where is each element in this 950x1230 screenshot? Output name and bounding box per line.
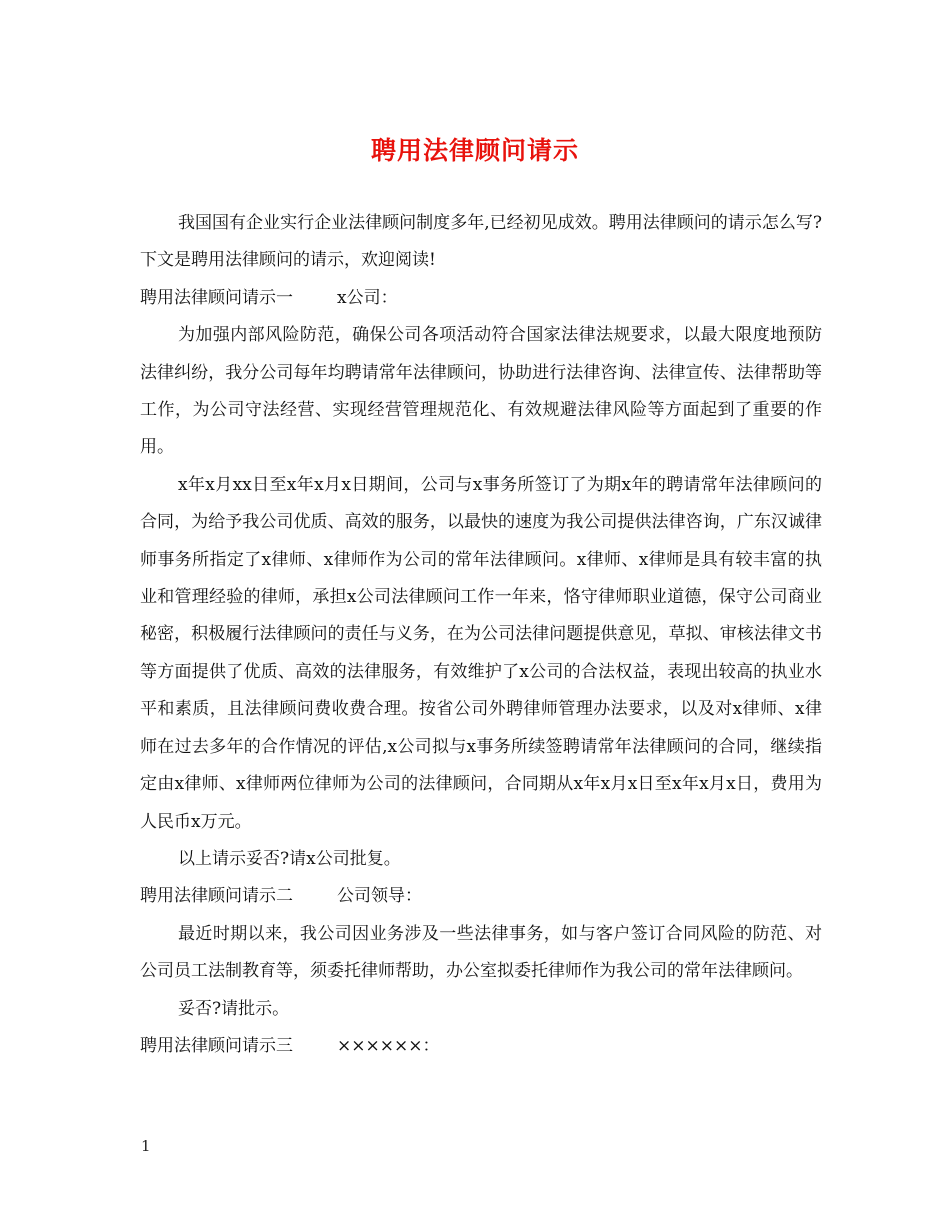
document-body [140,205,822,1065]
section-1-paragraph: x年x月xx日至x年x月x日期间，公司与x事务所签订了为期x年的聘请常年法律顾问的合同，为给予我公司优质、高效的服务，以最快的速度为我公司提供法律咨询，广东汉诚律师事务所指定了x律师、x律师作为公司的常年法律顾问。x律师、x律师是具有较丰富的执业和管理经验的律师，承担x公司法律顾问工作一年来，恪守律师职业道德，保守公司商业秘密，积极履行法律顾问的责任与义务，在为公司法律问题提供意见，草拟、审核法律文书等方面提供了优质、高效的法律服务，有效维护了x公司的合法权益，表现出较高的执业水平和素质，且法律顾问费收费合理。按省公司外聘律师管理办法要求，以及对x律师、x律师在过去多年的合作情况的评估,x公司拟与x事务所续签聘请常年法律顾问的合同，继续指定由x律师、x律师两位律师为公司的法律顾问，合同期从x年x月x日至x年x月x日，费用为人民币x万元。 [140,474,822,832]
document-title: 聘用法律顾问请示 [370,136,579,165]
section-2-heading-line [140,878,822,915]
section-1-addressee: x公司： [337,287,398,308]
section-3-addressee: ××××××： [337,1035,440,1056]
intro-paragraph: 我国国有企业实行企业法律顾问制度多年,已经初见成效。聘用法律顾问的请示怎么写?下文是聘用法律顾问的请示，欢迎阅读! [140,213,822,271]
section-2-paragraph: 最近时期以来，我公司因业务涉及一些法律事务，如与客户签订合同风险的防范、对公司员工法制教育等，须委托律师帮助，办公室拟委托律师作为我公司的常年法律顾问。 [140,923,822,982]
section-1-heading-line [140,280,822,317]
page-number: 1 [141,1137,151,1155]
section-3-heading: 聘用法律顾问请示三 [140,1035,293,1056]
section-1-paragraph: 以上请示妥否?请x公司批复。 [178,848,401,869]
section-3-heading-line [140,1028,822,1065]
section-2-addressee: 公司领导： [337,886,422,907]
section-1-paragraph: 为加强内部风险防范，确保公司各项活动符合国家法律法规要求，以最大限度地预防法律纠纷，我分公司每年均聘请常年法律顾问，协助进行法律咨询、法律宣传、法律帮助等工作，为公司守法经营、实现经营管理规范化、有效规避法律风险等方面起到了重要的作用。 [140,325,822,458]
section-1-heading: 聘用法律顾问请示一 [140,287,293,308]
section-2-heading: 聘用法律顾问请示二 [140,886,293,907]
section-2-paragraph: 妥否?请批示。 [178,998,290,1019]
